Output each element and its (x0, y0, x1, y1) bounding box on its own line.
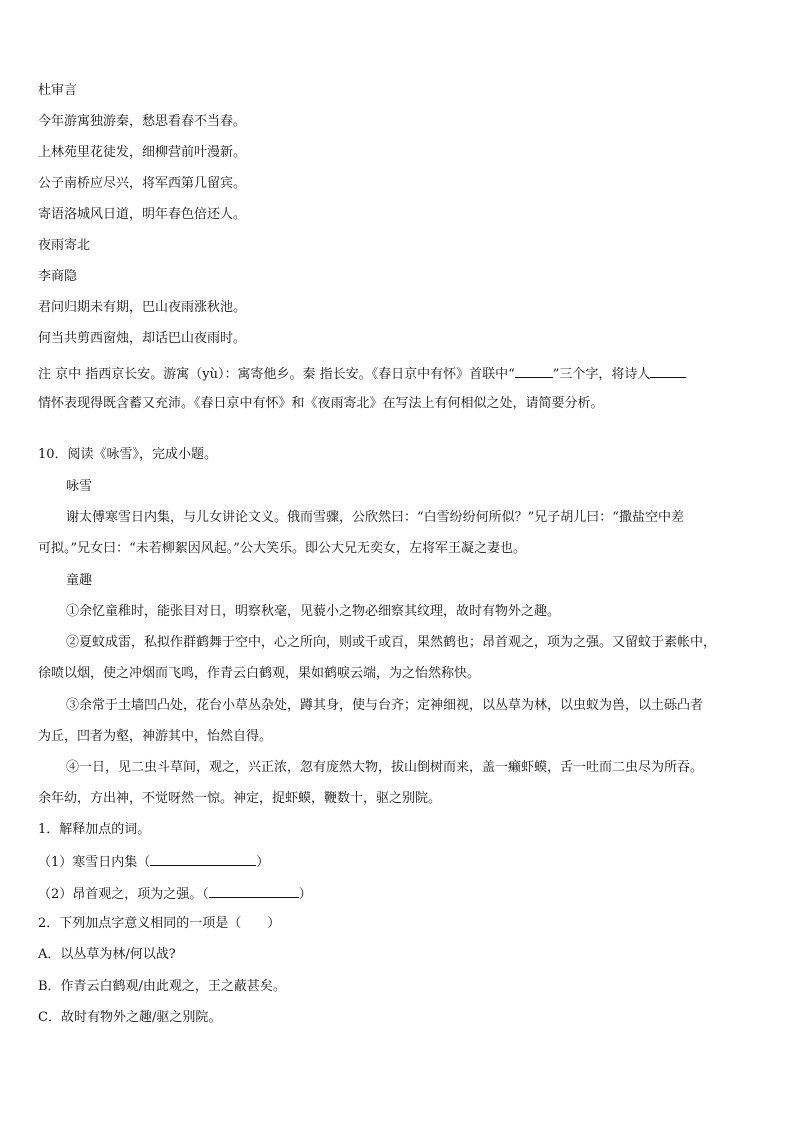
note-text-a: 注 京中 指西京长安。游寓（yù）：寓寄他乡。秦 指长安。《春日京中有怀》首联中“ (38, 367, 515, 382)
option-c[interactable]: C．故时有物外之趣/驱之别院。 (38, 1010, 222, 1025)
poem1-author: 杜审言 (38, 83, 78, 98)
passage-paragraph: 徐喷以烟，使之冲烟而飞鸣，作青云白鹤观，果如鹤唳云端，为之怡然称快。 (38, 666, 481, 681)
option-b[interactable]: B．作青云白鹤观/由此观之，王之蔽甚矣。 (38, 979, 286, 994)
close-paren: ） (298, 887, 312, 902)
poem1-line-4: 寄语洛城风日道，明年春色倍还人。 (38, 207, 247, 222)
poem2-title: 夜雨寄北 (38, 238, 91, 253)
note-line-2: 情怀表现得既含蓄又充沛。《春日京中有怀》和《夜雨寄北》在写法上有何相似之处，请简要分析。 (38, 396, 604, 411)
passage-paragraph: ④一日，见二虫斗草间，观之，兴正浓，忽有庞然大物，拔山倒树而来，盖一癞虾蟆，舌一吐而二虫尽为所吞。 (66, 760, 704, 775)
sub-question-1-item-2 (38, 884, 758, 904)
poem1-line-1: 今年游寓独游秦，愁思看春不当春。 (38, 114, 247, 129)
close-paren: ） (256, 855, 270, 870)
passage-paragraph: ②夏蚊成雷，私拟作群鹤舞于空中，心之所向，则或千或百，果然鹤也；昂首观之，项为之强。又留蚊于素帐中， (66, 635, 717, 650)
poem2-line-2: 何当共剪西窗烛，却话巴山夜雨时。 (38, 331, 247, 346)
answer-blank[interactable] (650, 364, 686, 378)
item-text: 2．下列加点字意义相同的一项是（ (38, 916, 242, 931)
poem2-line-1: 君问归期未有期，巴山夜雨涨秋池。 (38, 300, 247, 315)
passage-paragraph: ③余常于土墙凹凸处，花台小草丛杂处，蹲其身，使与台齐；定神细视，以丛草为林，以虫蚁为兽，以土砾凸者 (66, 698, 704, 713)
answer-blank[interactable] (515, 364, 553, 378)
note-text-b: ”三个字，将诗人 (552, 367, 651, 382)
sub-question-1: 1．解释加点的词。 (38, 822, 151, 837)
poem1-line-3: 公子南桥应尽兴，将军西第几留宾。 (38, 176, 247, 191)
sub-question-2 (38, 915, 758, 933)
poem2-author: 李商隐 (38, 269, 78, 284)
sub-question-1-item-1 (38, 852, 758, 872)
poem1-line-2: 上林苑里花徒发，细柳营前叶漫新。 (38, 145, 247, 160)
note-line-1 (38, 364, 758, 384)
passage-paragraph: 为丘，凹者为壑，神游其中，怡然自得。 (38, 729, 273, 744)
option-a[interactable]: A．以丛草为林/何以战? (38, 947, 176, 962)
answer-blank[interactable] (150, 852, 256, 866)
passage-title-tongqu: 童趣 (66, 573, 93, 588)
passage-title-yongxue: 咏雪 (66, 479, 93, 494)
question-10-heading: 10．阅读《咏雪》，完成小题。 (38, 447, 218, 462)
item-text: （2）昂首观之，项为之强。（ (38, 887, 209, 902)
passage-paragraph: ①余忆童稚时，能张目对日，明察秋毫，见藐小之物必细察其纹理，故时有物外之趣。 (66, 604, 561, 619)
answer-blank[interactable] (209, 884, 299, 898)
close-paren: ） (267, 916, 281, 931)
item-text: （1）寒雪日内集（ (38, 855, 151, 870)
passage-paragraph: 可拟。”兄女曰：“未若柳絮因风起。”公大笑乐。即公大兄无奕女，左将军王凝之妻也。 (38, 541, 526, 556)
passage-paragraph: 余年幼，方出神，不觉呀然一惊。神定，捉虾蟆，鞭数十，驱之别院。 (38, 791, 442, 806)
passage-paragraph: 谢太傅寒雪日内集，与儿女讲论文义。俄而雪骤，公欣然曰：“白雪纷纷何所似？”兄子胡儿曰：“撒盐空中差 (66, 510, 684, 525)
